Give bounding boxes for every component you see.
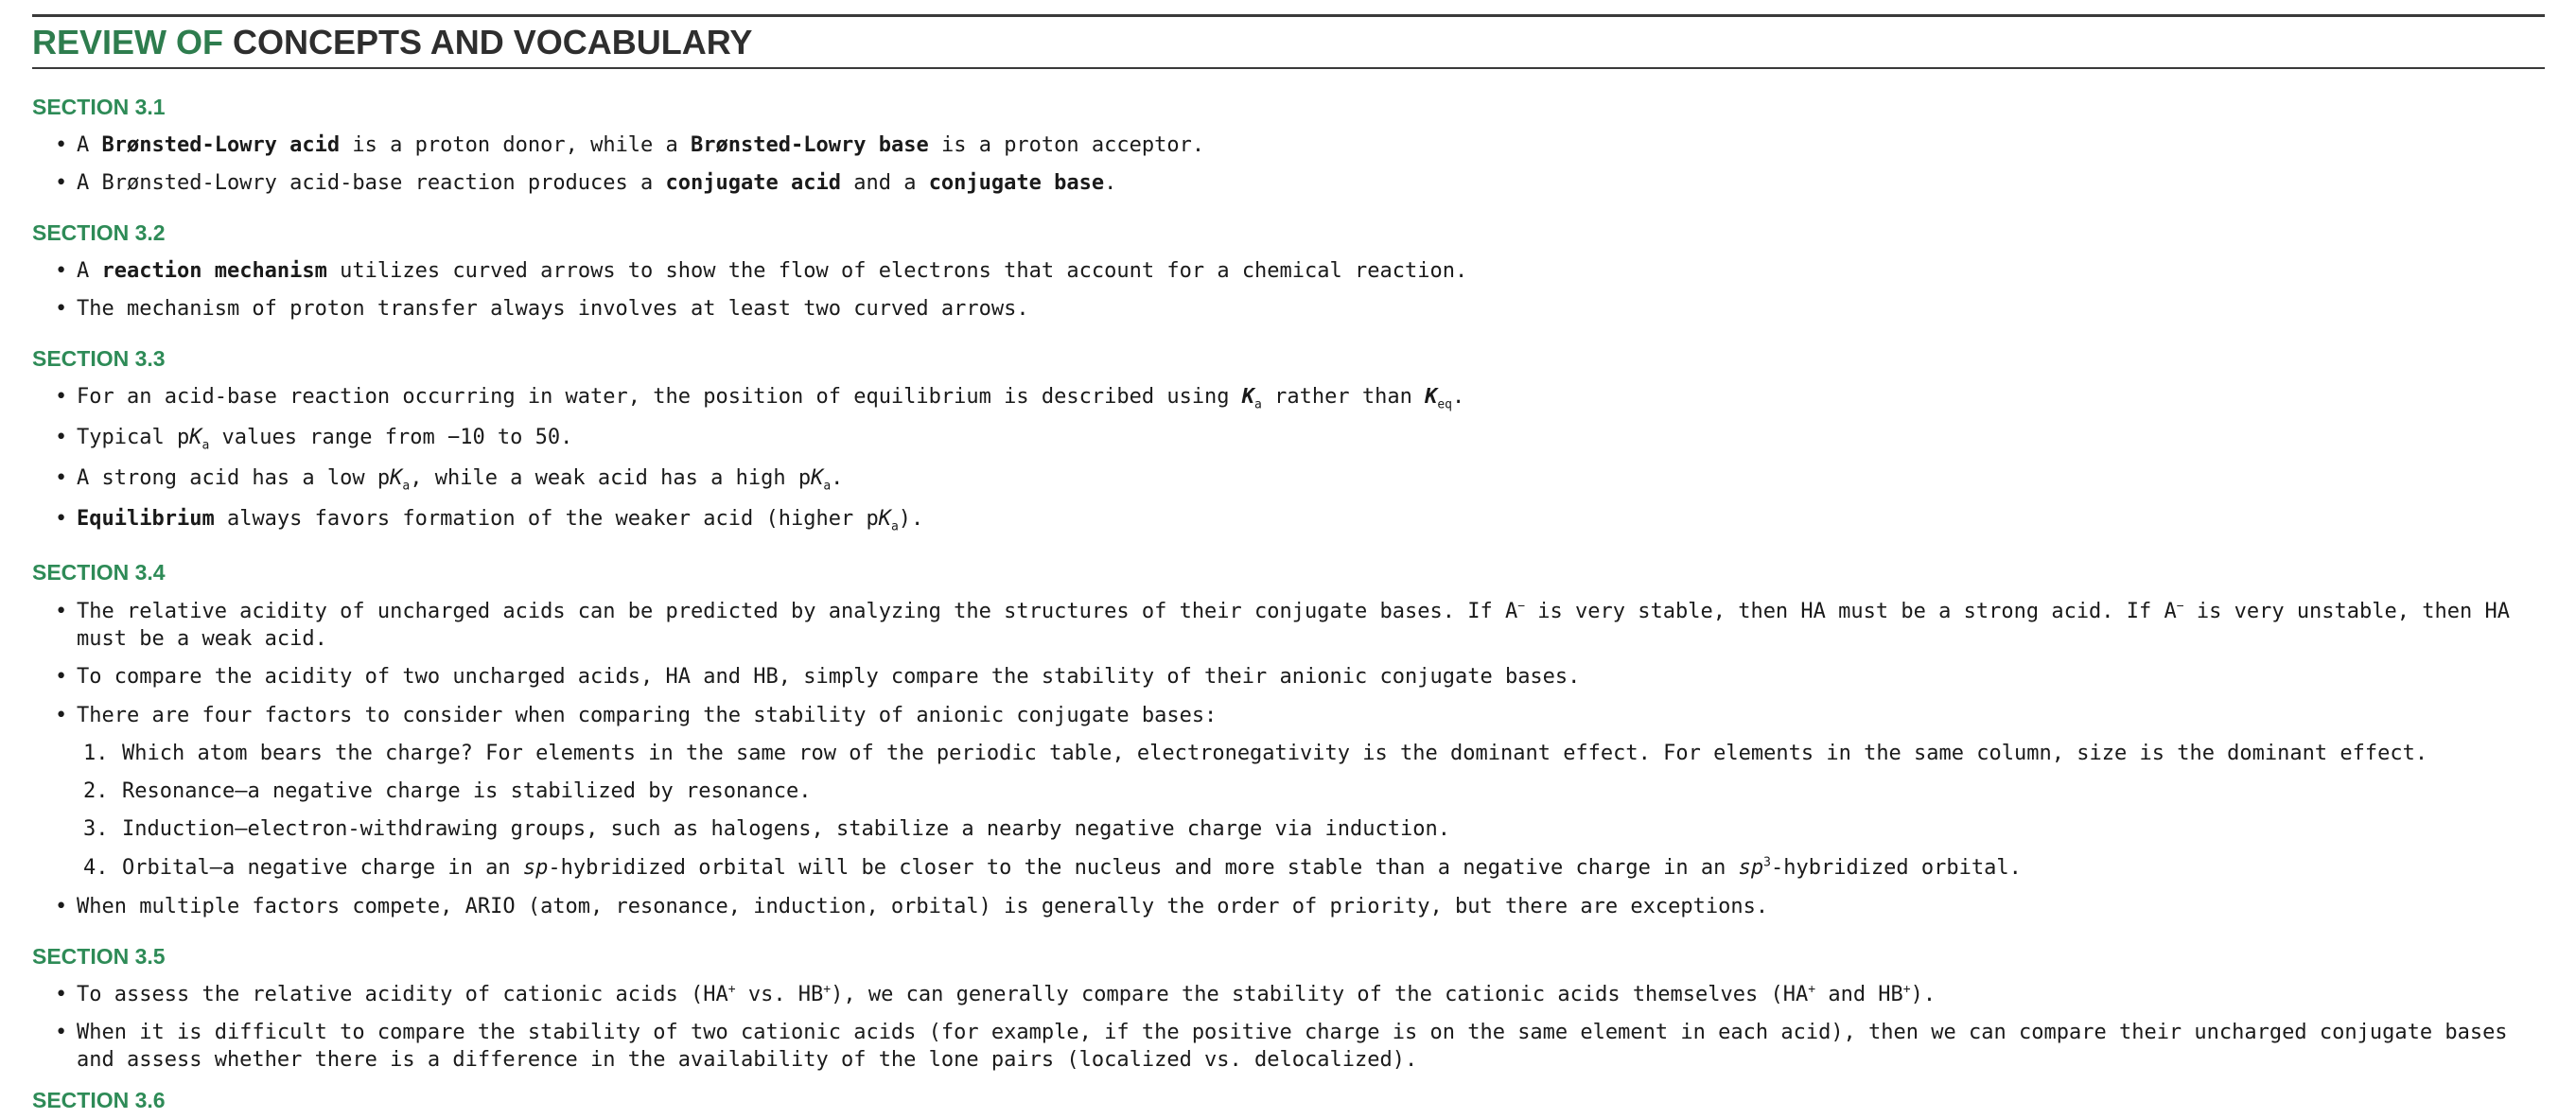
item-number: 1. <box>83 742 109 765</box>
numbered-item: 2. Resonance—a negative charge is stabilized by resonance. <box>83 779 812 803</box>
page-title <box>32 19 752 66</box>
bullet-marker: • <box>55 895 68 918</box>
list-item: • Equilibrium always favors formation of the weaker acid (higher $pK_a$). <box>55 507 924 534</box>
list-item: • When it is difficult to compare the stability of two cationic acids (for example, if the positive charge is on the same element in each acid), then we can compare their uncharged conjugate bases and assess whether there is a difference in the availability of the lone pairs (localized vs. delocalized). <box>55 1021 2508 1072</box>
item-number: 2. <box>83 779 109 803</box>
section-heading: SECTION 3.1 <box>32 95 166 119</box>
list-item: • The mechanism of proton transfer always involves at least two curved arrows. <box>55 297 1029 321</box>
numbered-item: 4. Orbital—a negative charge in an sp-hybridized orbital will be closer to the nucleus and more stable than a negative charge in an $sp^3$-hybridized orbital. <box>83 855 2022 880</box>
section-heading: SECTION 3.2 <box>32 220 166 245</box>
bullet-marker: • <box>55 466 68 490</box>
bullet-marker: • <box>55 704 68 727</box>
bullet-marker: • <box>55 133 68 157</box>
list-item: • A reaction mechanism utilizes curved arrows to show the flow of electrons that account for a chemical reaction. <box>55 259 1468 283</box>
title-underline <box>32 67 2545 69</box>
bullet-marker: • <box>55 297 68 321</box>
list-item: • To assess the relative acidity of cationic acids (HA+ vs. HB+), we can generally compare the stability of the cationic acids themselves (HA+ and HB+). <box>55 982 1936 1006</box>
section-heading: SECTION 3.6 <box>32 1088 166 1112</box>
bullet-marker: • <box>55 385 68 409</box>
bullet-marker: • <box>55 1021 68 1044</box>
top-rule <box>32 14 2545 17</box>
bullet-marker: • <box>55 665 68 689</box>
list-item: • The relative acidity of uncharged acids can be predicted by analyzing the structures of their conjugate bases. If A− is very stable, then HA must be a strong acid. If A− is very unstable, then HA must be a weak acid. <box>55 599 2510 651</box>
item-number: 4. <box>83 856 109 880</box>
list-item: • A Brønsted-Lowry acid-base reaction produces a conjugate acid and a conjugate base. <box>55 171 1117 195</box>
page-title-accent: REVIEW OF <box>32 23 224 61</box>
numbered-item: 3. Induction—electron-withdrawing groups, such as halogens, stabilize a nearby negative charge via induction. <box>83 817 1450 841</box>
bullet-marker: • <box>55 600 68 623</box>
page-title-rest: CONCEPTS AND VOCABULARY <box>233 23 753 61</box>
bullet-marker: • <box>55 426 68 449</box>
bullet-marker: • <box>55 983 68 1006</box>
list-item: • To compare the acidity of two uncharged acids, HA and HB, simply compare the stability of their anionic conjugate bases. <box>55 665 1581 689</box>
list-item: • When multiple factors compete, ARIO (atom, resonance, induction, orbital) is generally the order of priority, but there are exceptions. <box>55 895 1769 918</box>
list-item: • For an acid-base reaction occurring in water, the position of equilibrium is described using $K_a$ rather than $K_{eq}$. <box>55 385 1465 412</box>
list-item: • Typical $pK_a$ values range from −10 to 50. <box>55 426 573 453</box>
bullet-marker: • <box>55 171 68 195</box>
bullet-marker: • <box>55 259 68 283</box>
section-heading: SECTION 3.5 <box>32 944 166 969</box>
section-heading: SECTION 3.4 <box>32 560 166 585</box>
list-item: • A strong acid has a low $pK_a$, while a weak acid has a high $pK_a$. <box>55 466 844 494</box>
list-item: • There are four factors to consider when comparing the stability of anionic conjugate bases: <box>55 704 1218 727</box>
item-number: 3. <box>83 817 109 841</box>
list-item: • A Brønsted-Lowry acid is a proton donor, while a Brønsted-Lowry base is a proton acceptor. <box>55 133 1205 157</box>
section-heading: SECTION 3.3 <box>32 346 166 371</box>
bullet-marker: • <box>55 507 68 531</box>
numbered-item: 1. Which atom bears the charge? For elements in the same row of the periodic table, electronegativity is the dominant effect. For elements in the same column, size is the dominant effect. <box>83 742 2428 765</box>
